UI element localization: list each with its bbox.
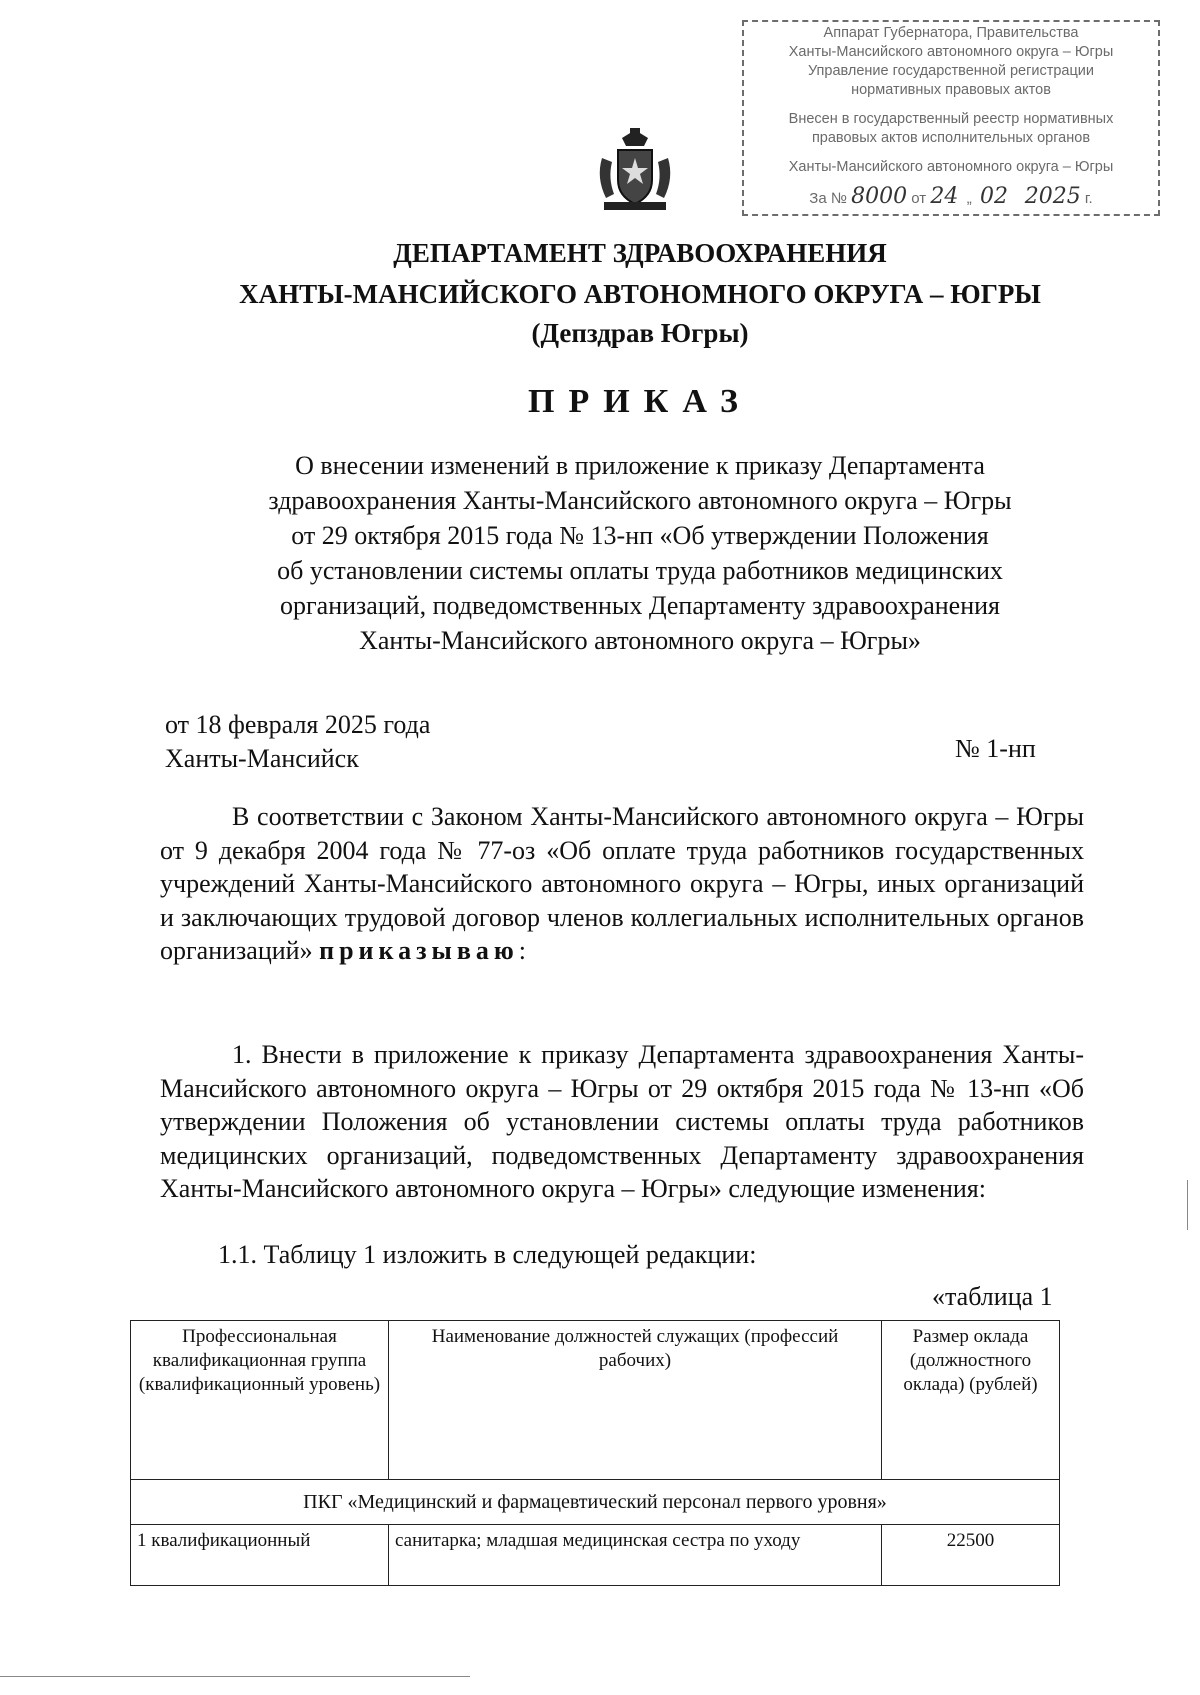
stamp-line: Внесен в государственный реестр нормативных: [788, 111, 1114, 127]
order-word-tail: :: [518, 936, 526, 965]
table-label: «таблица 1: [932, 1282, 1053, 1311]
subject-line: от 29 октября 2015 года № 13-нп «Об утверждении Положения: [291, 521, 989, 550]
order-word: приказываю: [319, 936, 519, 965]
stamp-reg-suffix: г.: [1084, 190, 1093, 207]
stamp-reg-day: 24: [930, 184, 959, 209]
stamp-reg-month: 02: [980, 184, 1009, 209]
stamp-line: Управление государственной регистрации: [807, 63, 1095, 79]
table-header-row: [131, 1321, 1060, 1480]
item-1-paragraph: 1. Внести в приложение к приказу Департамента здравоохранения Ханты-Мансийского автономного округа – Югры от 29 октября 2015 года № 13-нп «Об утверждении Положения об установлении системы оплаты труда работников медицинских организаций, подведомственных Департаменту здравоохранения Ханты-Мансийского автономного округа – Югры» следующие изменения:: [160, 1040, 1084, 1203]
stamp-line: Ханты-Мансийского автономного округа – Югры: [788, 159, 1114, 175]
document-date-place: [165, 708, 430, 776]
table-header-cell: Наименование должностей служащих (профессий рабочих): [389, 1321, 882, 1480]
stamp-reg-year: 2025: [1024, 184, 1081, 209]
stamp-reg-number: 8000: [851, 184, 908, 209]
table-header-cell: Профессиональная квалификационная группа (квалификационный уровень): [131, 1321, 389, 1480]
table-cell-salary: 22500: [882, 1525, 1060, 1586]
scan-edge-line: [0, 1676, 470, 1677]
stamp-reg-prefix: За №: [809, 190, 847, 207]
subject-line: здравоохранения Ханты-Мансийского автономного округа – Югры: [268, 486, 1012, 515]
department-name: ДЕПАРТАМЕНТ ЗДРАВООХРАНЕНИЯ: [393, 238, 887, 268]
preamble-text: В соответствии с Законом Ханты-Мансийского автономного округа – Югры от 9 декабря 2004 года № 77-оз «Об оплате труда работников государственных учреждений Ханты-Мансийского автономного округа – Югры, иных организаций и заключающих трудовой договор членов коллегиальных исполнительных органов организаций»: [160, 802, 1084, 965]
subject-line: О внесении изменений в приложение к приказу Департамента: [295, 451, 985, 480]
subject-line: организаций, подведомственных Департаменту здравоохранения: [279, 591, 1000, 620]
stamp-registration: За № 8000 от 24 „ 02 2025 г.: [809, 184, 1093, 209]
stamp-line: правовых актов исполнительных органов: [811, 130, 1091, 146]
department-region: ХАНТЫ-МАНСИЙСКОГО АВТОНОМНОГО ОКРУГА – ЮГРЫ: [239, 279, 1041, 309]
stamp-line: нормативных правовых актов: [851, 82, 1051, 98]
table-group-row: [131, 1480, 1060, 1525]
document-date: от 18 февраля 2025 года: [165, 710, 431, 739]
coat-of-arms-icon: [592, 128, 678, 214]
preamble-paragraph: [160, 800, 1084, 968]
document-type: ПРИКАЗ: [528, 383, 752, 420]
document-city: Ханты-Мансийск: [165, 744, 359, 773]
document-number: № 1-нп: [955, 734, 1036, 763]
table-cell-positions: санитарка; младшая медицинская сестра по уходу: [389, 1525, 882, 1586]
stamp-reg-from: от: [911, 190, 927, 207]
stamp-line: Ханты-Мансийского автономного округа – Югры: [788, 44, 1114, 60]
document-subject: [215, 448, 1065, 658]
subject-line: Ханты-Мансийского автономного округа – Югры»: [359, 626, 921, 655]
table-row: [131, 1525, 1060, 1586]
scan-edge-tick: [1187, 1180, 1188, 1230]
department-short-name: (Депздрав Югры): [531, 318, 749, 348]
subject-line: об установлении системы оплаты труда работников медицинских: [277, 556, 1003, 585]
salary-table: [130, 1320, 1060, 1586]
registration-stamp: [742, 20, 1160, 216]
item-1-1: 1.1. Таблицу 1 изложить в следующей редакции:: [218, 1240, 757, 1269]
table-group-cell: ПКГ «Медицинский и фармацевтический персонал первого уровня»: [131, 1480, 1060, 1525]
table-header-cell: Размер оклада (должностного оклада) (рублей): [882, 1321, 1060, 1480]
stamp-line: Аппарат Губернатора, Правительства: [823, 25, 1079, 41]
table-cell-level: 1 квалификационный: [131, 1525, 389, 1586]
